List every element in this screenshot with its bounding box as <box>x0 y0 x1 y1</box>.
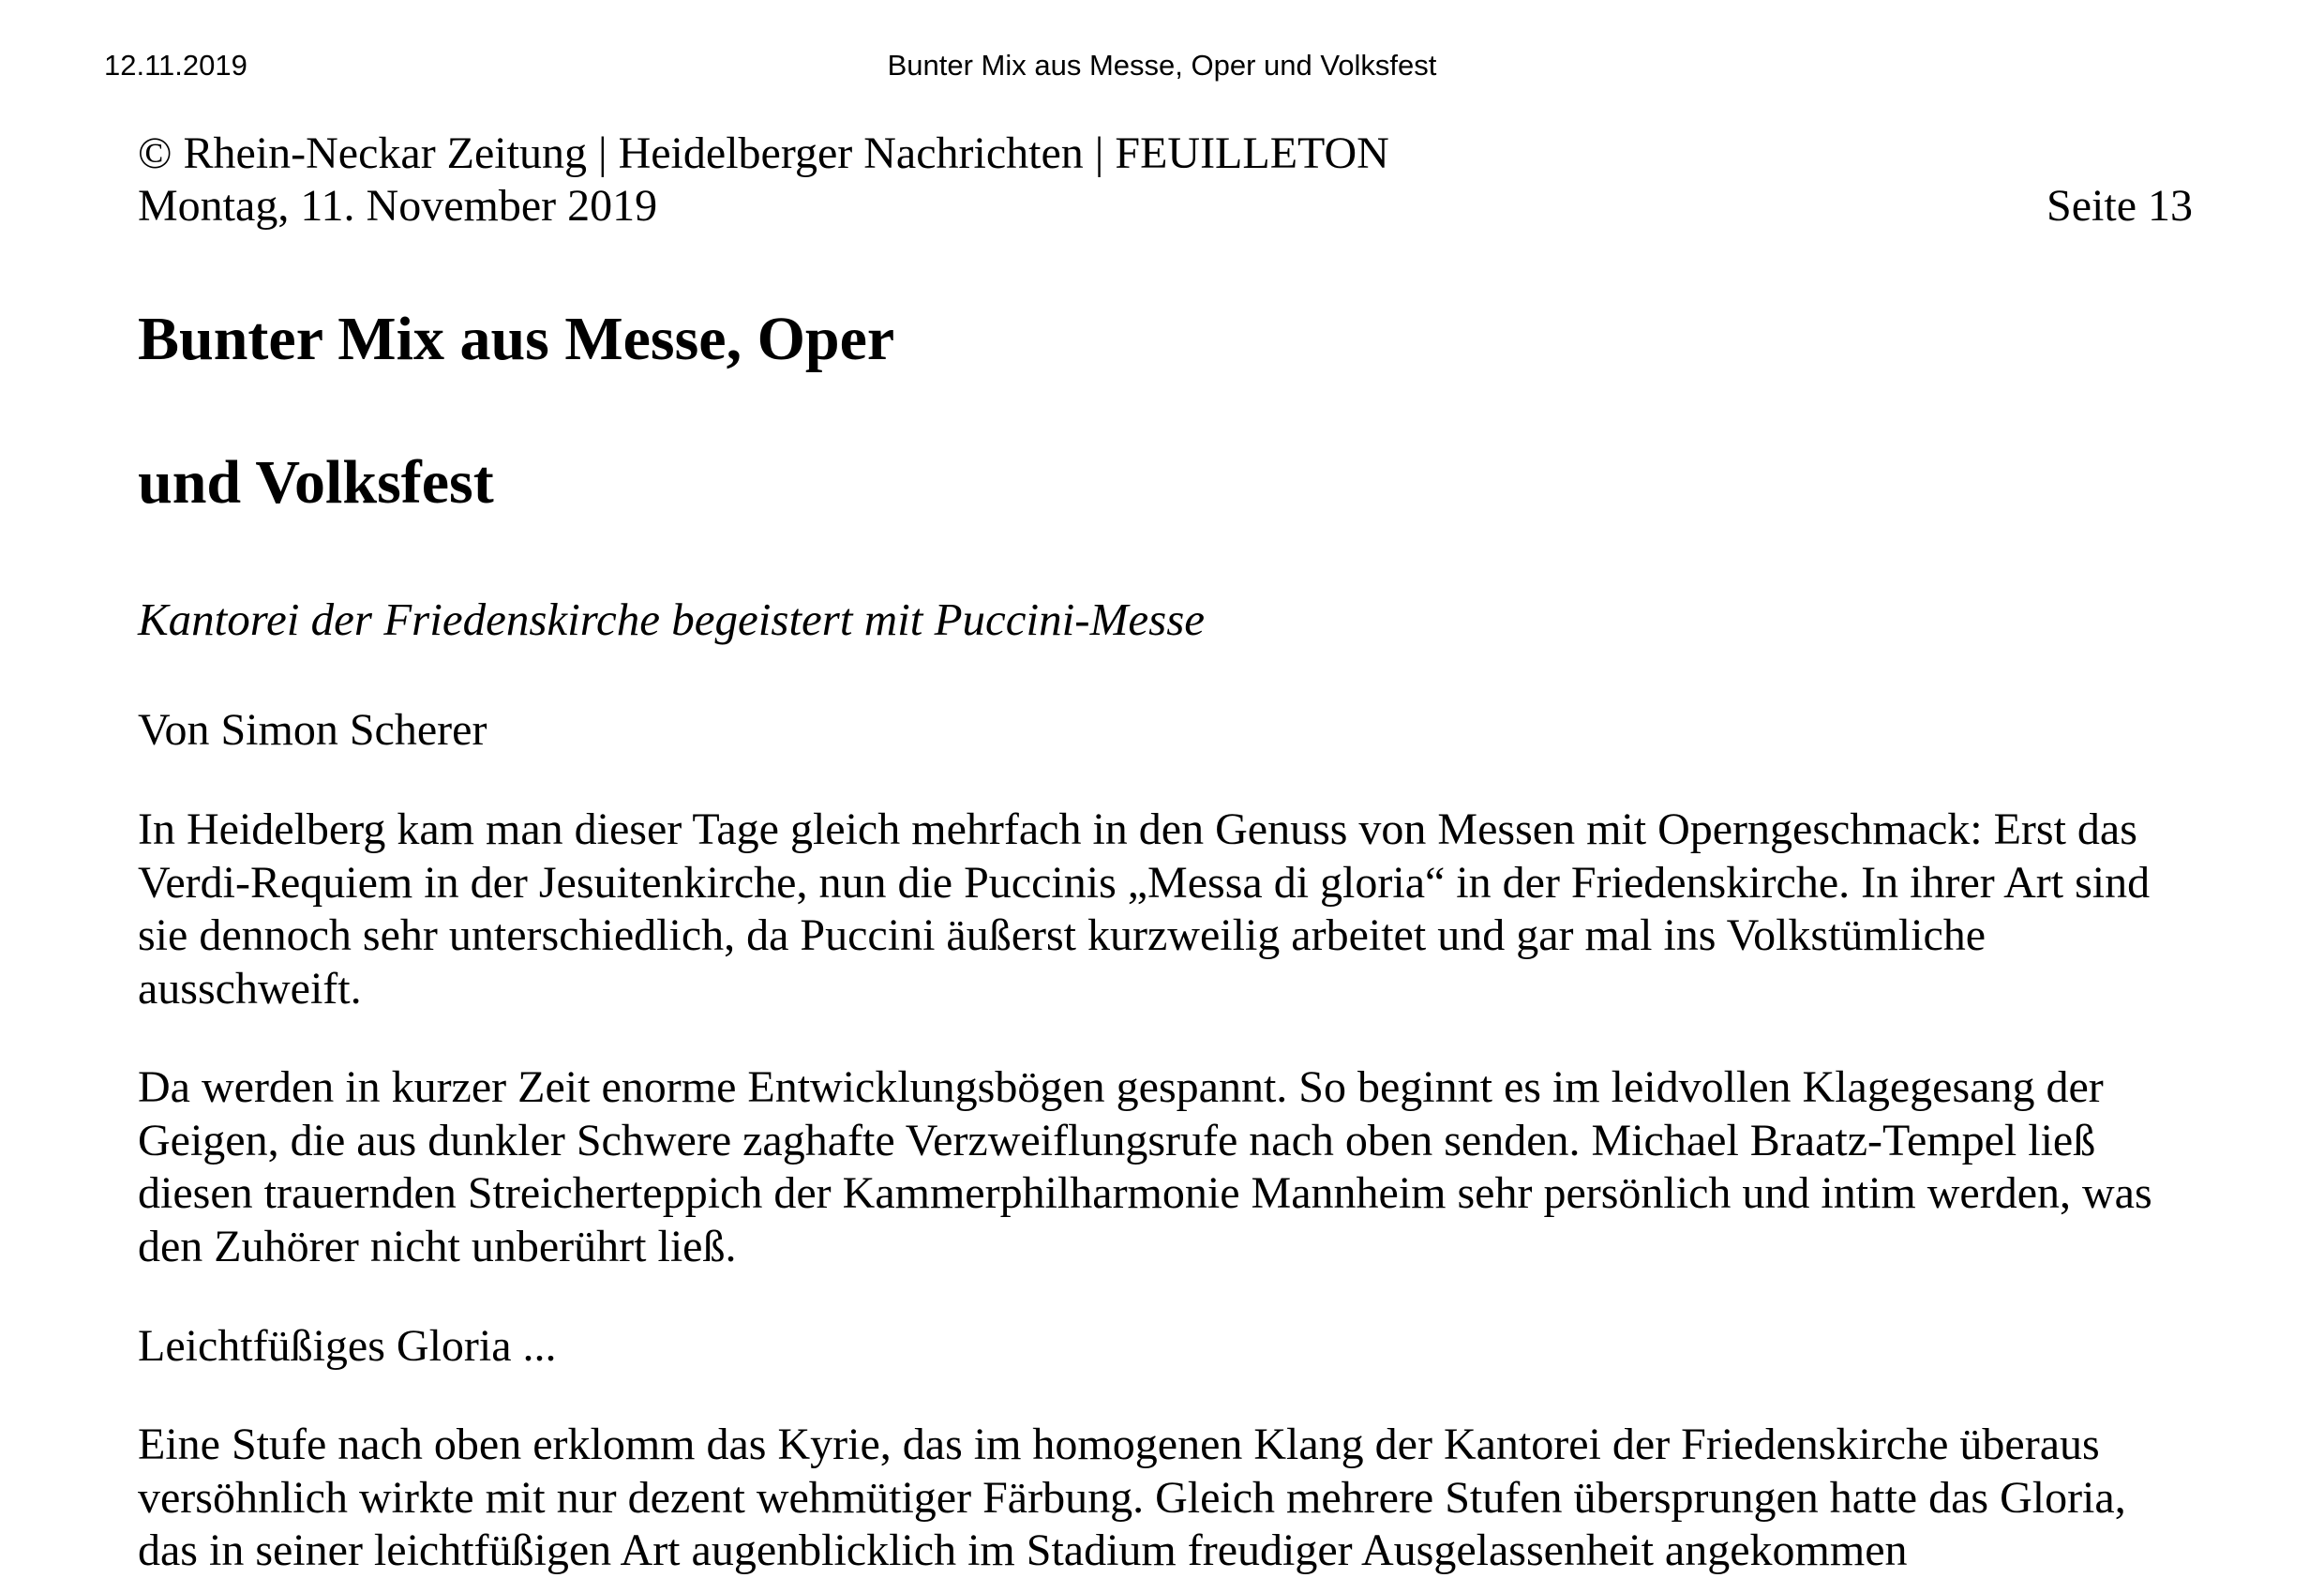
source-line: © Rhein-Neckar Zeitung | Heidelberger Nachrichten | FEUILLETON <box>138 128 1389 178</box>
paragraph-2: Da werden in kurzer Zeit enorme Entwicklungsbögen gespannt. So beginnt es im leidvollen Klagegesang der Geigen, die aus dunkler Schwere zaghafte Verzweiflungsrufe nach oben senden. Michael Braatz-Tempel ließ diesen trauernden Streicherteppich der Kammerphilharmonie Mannheim sehr persönlich und intim werden, was den Zuhörer nicht unberührt ließ. <box>138 1062 2152 1271</box>
headline-line-1: Bunter Mix aus Messe, Oper <box>138 305 895 373</box>
date-line <box>138 180 2193 233</box>
headline-line-2: und Volksfest <box>138 448 494 517</box>
print-date: 12.11.2019 <box>104 49 247 82</box>
paragraph-3: Eine Stufe nach oben erklomm das Kyrie, das im homogenen Klang der Kantorei der Friedenskirche überaus versöhnlich wirkte mit nur dezent wehmütiger Färbung. Gleich mehrere Stufen übersprungen hatte das Gloria, das in seiner leichtfüßigen Art augenblicklich im Stadium freudiger Ausgelassenheit angekommen <box>138 1420 2126 1575</box>
page-number: Seite 13 <box>2047 181 2193 231</box>
crosshead: Leichtfüßiges Gloria ... <box>138 1321 557 1371</box>
print-title: Bunter Mix aus Messe, Oper und Volksfest <box>887 49 1437 82</box>
publication-date: Montag, 11. November 2019 <box>138 181 658 231</box>
paragraph-1: In Heidelberg kam man dieser Tage gleich mehrfach in den Genuss von Messen mit Operngeschmack: Erst das Verdi-Requiem in der Jesuitenkirche, nun die Puccinis „Messa di gloria“ in der Friedenskirche. In ihrer Art sind sie dennoch sehr unterschiedlich, da Puccini äußerst kurzweilig arbeitet und gar mal ins Volkstümliche ausschweift. <box>138 804 2151 1014</box>
article <box>138 128 2193 1578</box>
subtitle: Kantorei der Friedenskirche begeistert mit Puccini-Messe <box>138 594 1206 645</box>
print-header <box>0 49 2324 86</box>
byline: Von Simon Scherer <box>138 705 487 755</box>
